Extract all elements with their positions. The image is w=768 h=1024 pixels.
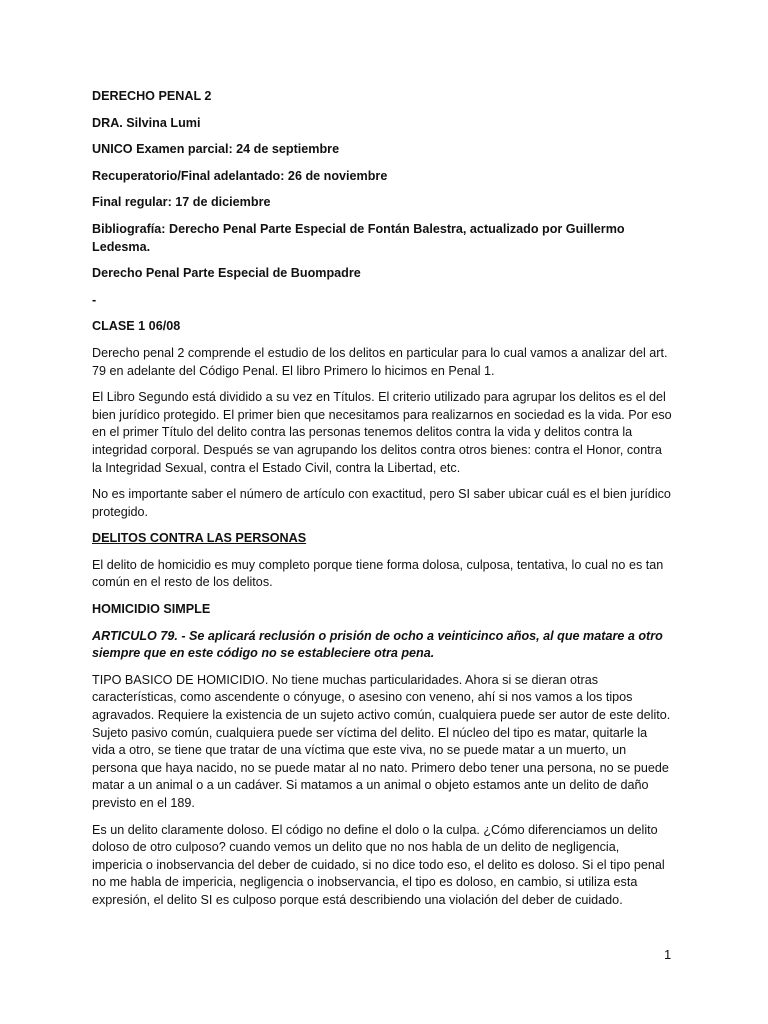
section-title: DELITOS CONTRA LAS PERSONAS — [92, 531, 307, 546]
exam-date: UNICO Examen parcial: 24 de septiembre — [92, 142, 340, 157]
paragraph-5: TIPO BASICO DE HOMICIDIO. No tiene muchas particularidades. Ahora si se dieran otras características, como ascendente o cónyuge, o asesino con veneno, ahí si nos vamos a los tipos agravados. Requiere la existencia de un sujeto activo común, cualquiera puede ser autor de este delito. Sujeto pasivo común, cualquiera puede ser víctima del delito. El núcleo del tipo es matar, quitarle la vida a otro, se tiene que tratar de una víctima que este viva, no se puede matar a un muerto, un persona que haya nacido, no se puede matar al no nato. Primero debo tener una persona, no se puede matar a un animal o a un cadáver. Si matamos a un animal o objeto estamos ante un delito de daño previsto en el 189. — [92, 672, 671, 810]
bibliography-text: Derecho Penal Parte Especial de Fontán Balestra, actualizado por Guillermo Ledesma. — [92, 221, 625, 254]
document-body — [92, 88, 672, 919]
subsection-title: HOMICIDIO SIMPLE — [92, 602, 211, 617]
paragraph-6: Es un delito claramente doloso. El código no define el dolo o la culpa. ¿Cómo diferenciamos un delito doloso de otro culposo? cuando vemos un delito que no nos habla de un delito de negligencia, impericia o inobservancia del deber de cuidado, si no dice todo eso, el delito es doloso. Si el tipo penal no me habla de impericia, negligencia o inobservancia, el tipo es doloso, en cambio, si utiliza esta expresión, el delito SI es culposo porque está describiendo una violación del deber de cuidado. — [92, 822, 665, 907]
article-text: ARTICULO 79. - Se aplicará reclusión o prisión de ocho a veinticinco años, al que matare a otro siempre que en este código no se estableciere otra pena. — [92, 628, 663, 661]
paragraph-3: No es importante saber el número de artículo con exactitud, pero SI saber ubicar cuál es el bien jurídico protegido. — [92, 487, 671, 519]
recovery-date: Recuperatorio/Final adelantado: 26 de noviembre — [92, 168, 388, 183]
bibliography — [92, 221, 672, 256]
class-title: CLASE 1 06/08 — [92, 319, 181, 334]
course-title: DERECHO PENAL 2 — [92, 89, 212, 103]
bibliography-label: Bibliografía: — [92, 221, 166, 236]
paragraph-1: Derecho penal 2 comprende el estudio de los delitos en particular para lo cual vamos a analizar del art. 79 en adelante del Código Penal. El libro Primero lo hicimos en Penal 1. — [92, 345, 668, 378]
paragraph-4: El delito de homicidio es muy completo porque tiene forma dolosa, culposa, tentativa, lo cual no es tan común en el resto de los delitos. — [92, 557, 664, 590]
separator-dash: - — [92, 292, 97, 307]
paragraph-2: El Libro Segundo está dividido a su vez en Títulos. El criterio utilizado para agrupar los delitos es el del bien jurídico protegido. El primer bien que necesitamos para realizarnos en sociedad es la vida. Por eso en el primer Título del delito contra las personas tenemos delitos contra la vida y delitos contra la integridad corporal. Después se van agrupando los delitos contra otros bienes: contra el Honor, contra la Integridad Sexual, contra el Estado Civil, contra la Libertad, etc. — [92, 390, 672, 475]
page-number: 1 — [664, 947, 672, 962]
final-date: Final regular: 17 de diciembre — [92, 195, 271, 210]
bibliography-secondary: Derecho Penal Parte Especial de Buompadre — [92, 266, 361, 281]
professor-name: DRA. Silvina Lumi — [92, 115, 201, 130]
